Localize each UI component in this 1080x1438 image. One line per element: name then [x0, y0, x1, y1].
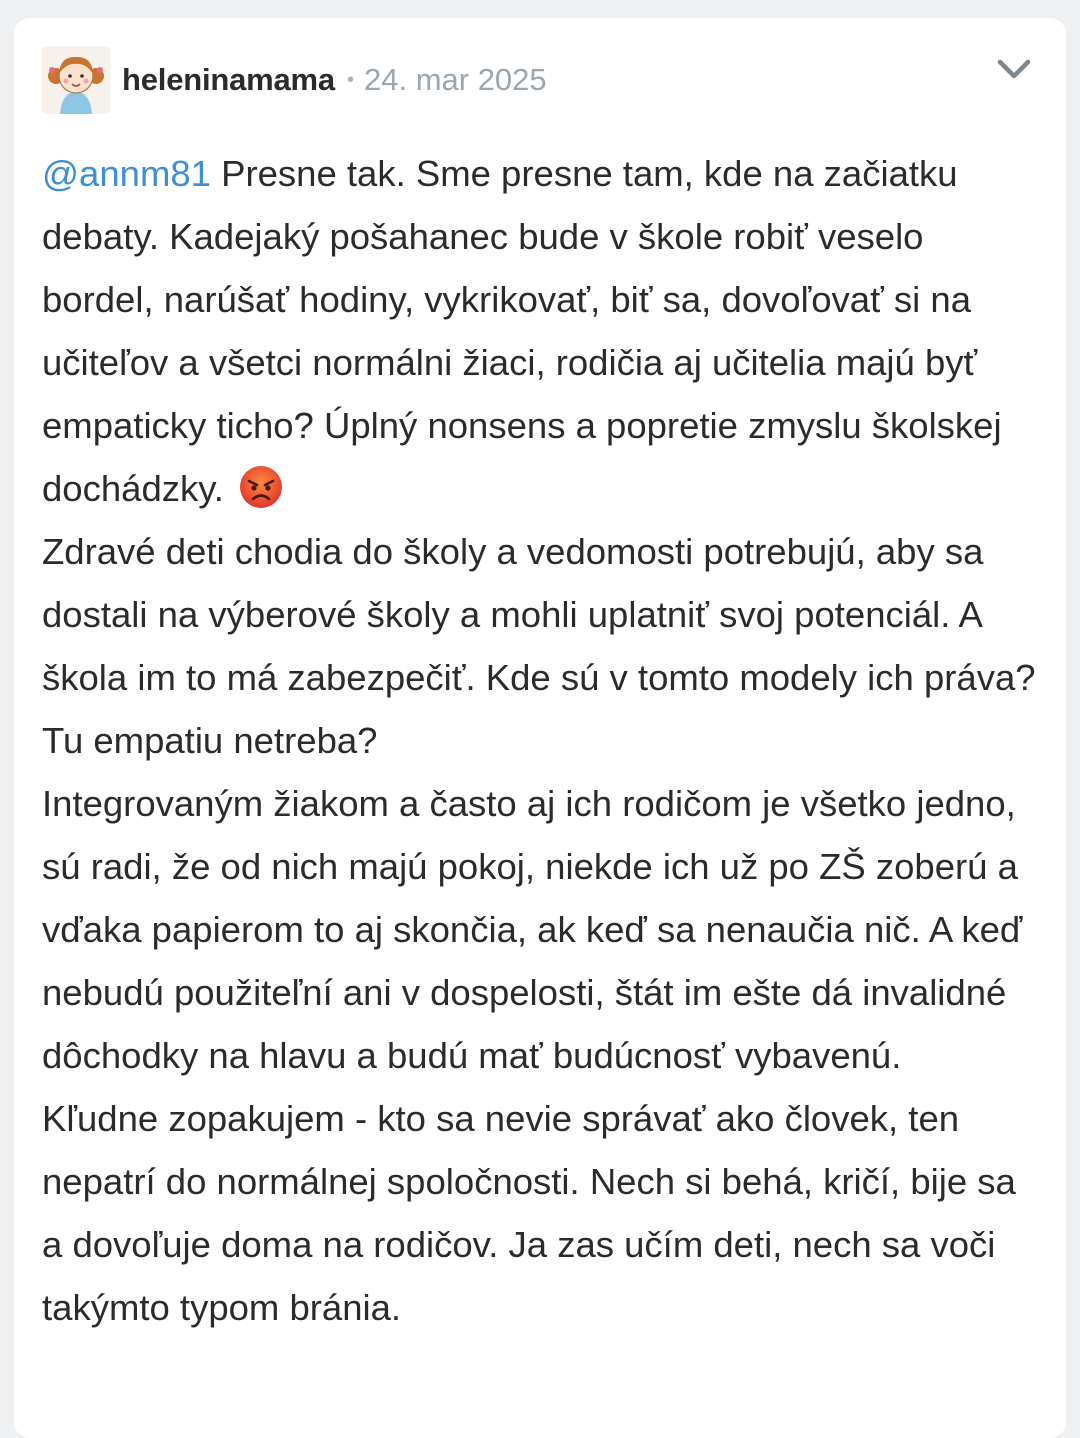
comment-paragraph: Zdravé deti chodia do školy a vedomosti potrebujú, aby sa dostali na výberové školy a mohli uplatniť svoj potenciál. A škola im to má zabezpečiť. Kde sú v tomto modely ich práva? Tu empatiu netreba? — [42, 531, 1036, 761]
chevron-down-icon[interactable] — [996, 54, 1032, 84]
author-name[interactable]: heleninamama — [122, 62, 335, 97]
comment-paragraph — [42, 142, 1042, 520]
post-date: 24. mar 2025 — [363, 62, 547, 97]
avatar[interactable] — [42, 46, 110, 114]
comment-text: Presne tak. Sme presne tam, kde na začiatku debaty. Kadejaký pošahanec bude v škole robiť veselo bordel, narúšať hodiny, vykrikovať, biť sa, dovoľovať si na učiteľov a všetci normálni žiaci, rodičia aj učitelia majú byť empaticky ticho? Úplný nonsens a popretie zmyslu školskej dochádzky. — [42, 153, 1002, 509]
angry-face-emoji-icon — [238, 464, 284, 510]
mention-link[interactable]: @annm81 — [42, 153, 211, 194]
girl-avatar-icon — [42, 46, 110, 114]
separator-dot: • — [346, 68, 354, 91]
comment-paragraph: Integrovaným žiakom a často aj ich rodičom je všetko jedno, sú radi, že od nich majú pokoj, niekde ich už po ZŠ zoberú a vďaka papierom to aj skončia, ak keď sa nenaučia nič. A keď nebudú použiteľní ani v dospelosti, štát im ešte dá invalidné dôchodky na hlavu a budú mať budúcnosť vybavenú. — [42, 783, 1023, 1076]
comment-body — [42, 142, 1042, 1339]
comment-card — [14, 18, 1066, 1438]
comment-header — [42, 46, 547, 114]
comment-paragraph: Kľudne zopakujem - kto sa nevie správať ako človek, ten nepatrí do normálnej spoločnosti. Nech si behá, kričí, bije sa a dovoľuje doma na rodičov. Ja zas učím deti, nech sa voči takýmto typom bránia. — [42, 1098, 1016, 1328]
